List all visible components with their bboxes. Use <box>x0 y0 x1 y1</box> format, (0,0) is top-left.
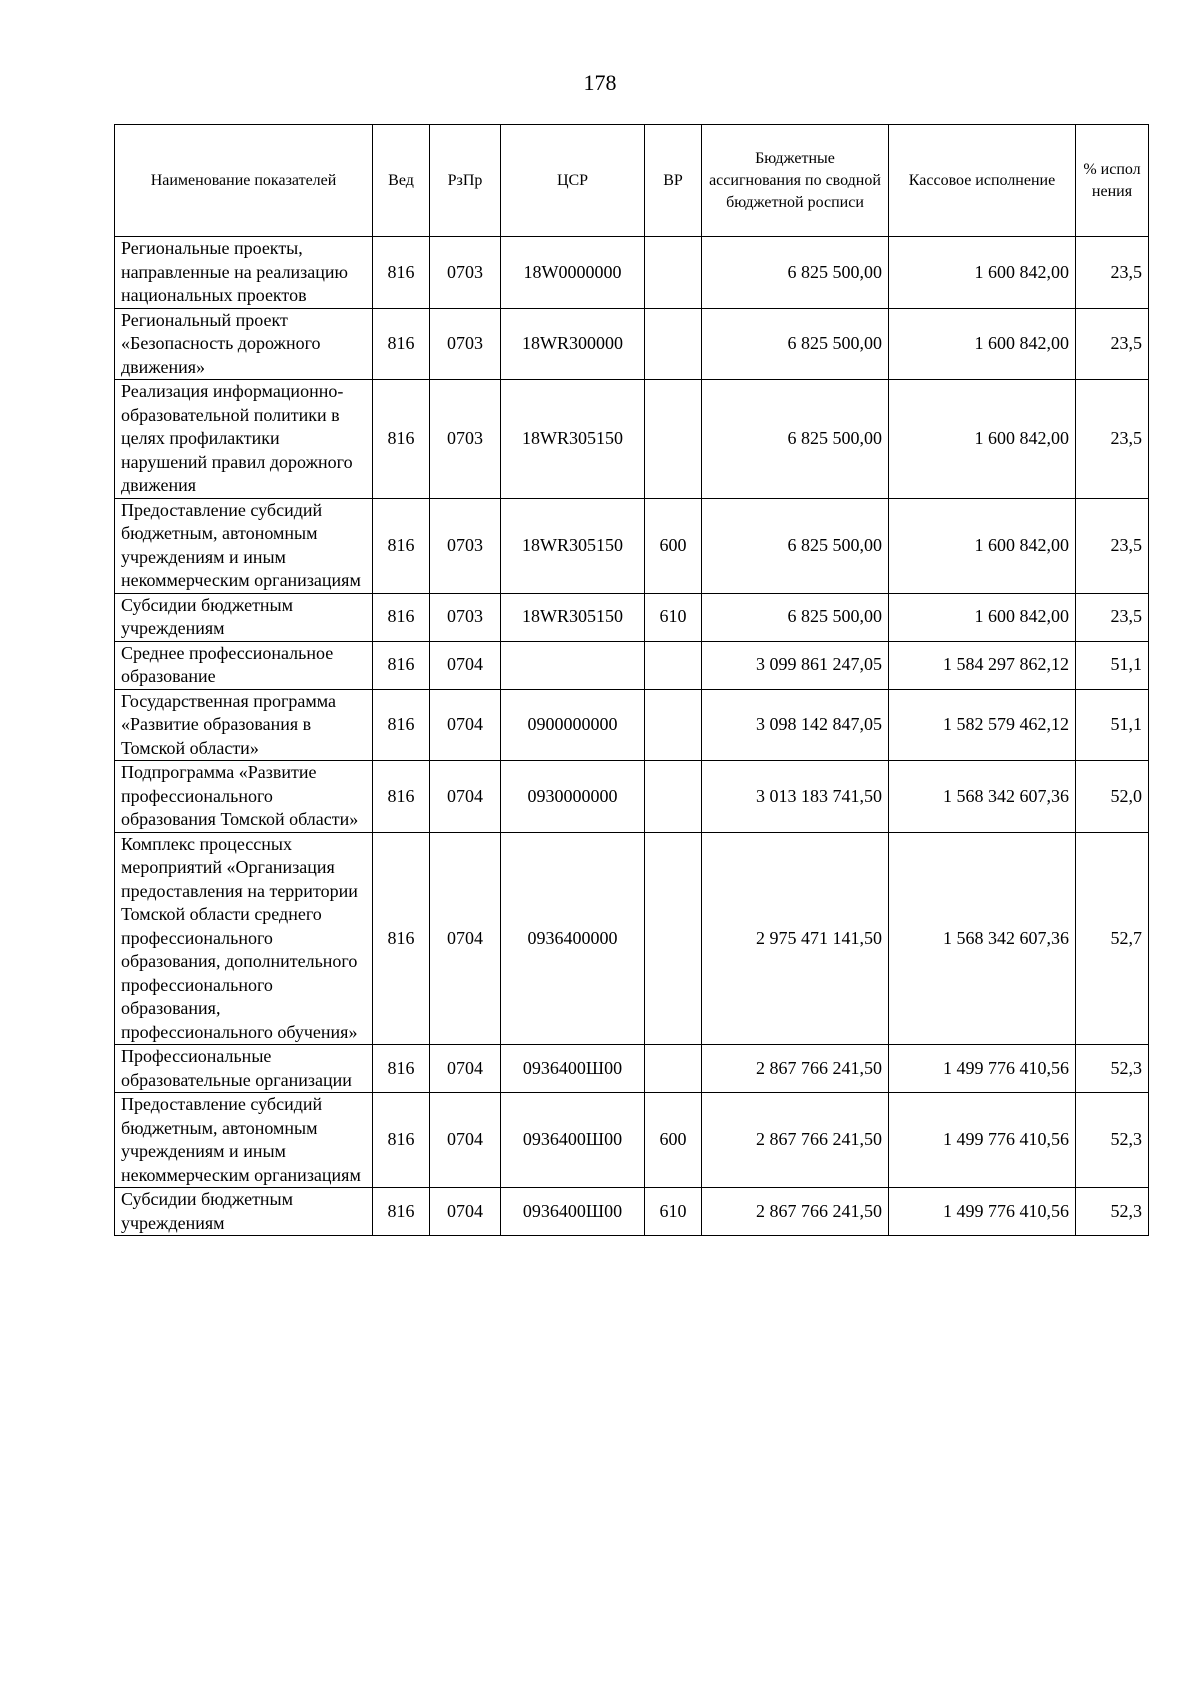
row-ved: 816 <box>373 689 430 761</box>
row-vr <box>645 832 702 1045</box>
row-vr <box>645 761 702 833</box>
row-csr: 0900000000 <box>501 689 645 761</box>
row-vr: 610 <box>645 1188 702 1236</box>
table-row <box>115 237 1149 309</box>
row-execution-percent: 23,5 <box>1076 498 1149 593</box>
row-ved: 816 <box>373 593 430 641</box>
row-ved: 816 <box>373 641 430 689</box>
row-name: Комплекс процессных мероприятий «Организация предоставления на территории Томской области среднего профессионального образования, дополнительного профессионального образования, профессионального обучения» <box>115 832 373 1045</box>
table-row <box>115 498 1149 593</box>
page-number: 178 <box>583 70 617 95</box>
row-cash-execution: 1 600 842,00 <box>889 380 1076 499</box>
row-rzpr: 0704 <box>430 832 501 1045</box>
row-rzpr: 0704 <box>430 1093 501 1188</box>
row-name: Среднее профессиональное образование <box>115 641 373 689</box>
row-csr: 18WR300000 <box>501 308 645 380</box>
header-name: Наименование показателей <box>115 125 373 237</box>
row-ved: 816 <box>373 308 430 380</box>
table-row <box>115 1045 1149 1093</box>
row-assignments: 2 867 766 241,50 <box>702 1045 889 1093</box>
row-csr: 0930000000 <box>501 761 645 833</box>
budget-table <box>114 124 1149 1236</box>
row-assignments: 6 825 500,00 <box>702 380 889 499</box>
table-row <box>115 593 1149 641</box>
row-cash-execution: 1 499 776 410,56 <box>889 1188 1076 1236</box>
row-cash-execution: 1 499 776 410,56 <box>889 1045 1076 1093</box>
row-ved: 816 <box>373 1093 430 1188</box>
row-ved: 816 <box>373 1188 430 1236</box>
row-execution-percent: 52,3 <box>1076 1188 1149 1236</box>
row-assignments: 3 013 183 741,50 <box>702 761 889 833</box>
row-rzpr: 0703 <box>430 308 501 380</box>
row-name: Государственная программа «Развитие образования в Томской области» <box>115 689 373 761</box>
row-rzpr: 0704 <box>430 761 501 833</box>
table-row <box>115 689 1149 761</box>
row-vr <box>645 237 702 309</box>
row-vr <box>645 641 702 689</box>
row-execution-percent: 52,3 <box>1076 1045 1149 1093</box>
row-ved: 816 <box>373 237 430 309</box>
row-cash-execution: 1 600 842,00 <box>889 498 1076 593</box>
table-row <box>115 380 1149 499</box>
row-ved: 816 <box>373 380 430 499</box>
row-assignments: 6 825 500,00 <box>702 593 889 641</box>
header-execution-percent: % испол нения <box>1076 125 1149 237</box>
row-name: Региональные проекты, направленные на реализацию национальных проектов <box>115 237 373 309</box>
row-vr <box>645 380 702 499</box>
row-csr <box>501 641 645 689</box>
table-row <box>115 641 1149 689</box>
row-assignments: 2 867 766 241,50 <box>702 1188 889 1236</box>
header-cash-execution: Кассовое исполнение <box>889 125 1076 237</box>
row-rzpr: 0703 <box>430 380 501 499</box>
row-assignments: 3 099 861 247,05 <box>702 641 889 689</box>
table-row <box>115 1188 1149 1236</box>
row-cash-execution: 1 600 842,00 <box>889 237 1076 309</box>
table-header-row <box>115 125 1149 237</box>
row-ved: 816 <box>373 1045 430 1093</box>
table-row <box>115 1093 1149 1188</box>
row-vr <box>645 1045 702 1093</box>
row-assignments: 6 825 500,00 <box>702 498 889 593</box>
row-name: Предоставление субсидий бюджетным, автономным учреждениям и иным некоммерческим организациям <box>115 498 373 593</box>
row-vr: 600 <box>645 1093 702 1188</box>
row-execution-percent: 23,5 <box>1076 380 1149 499</box>
row-csr: 18WR305150 <box>501 380 645 499</box>
header-csr: ЦСР <box>501 125 645 237</box>
row-rzpr: 0704 <box>430 689 501 761</box>
row-execution-percent: 52,3 <box>1076 1093 1149 1188</box>
row-cash-execution: 1 600 842,00 <box>889 308 1076 380</box>
row-vr: 610 <box>645 593 702 641</box>
row-csr: 0936400Ш00 <box>501 1188 645 1236</box>
row-ved: 816 <box>373 832 430 1045</box>
row-vr <box>645 308 702 380</box>
row-csr: 18WR305150 <box>501 498 645 593</box>
row-csr: 0936400Ш00 <box>501 1093 645 1188</box>
header-vr: ВР <box>645 125 702 237</box>
row-csr: 18W0000000 <box>501 237 645 309</box>
row-name: Субсидии бюджетным учреждениям <box>115 1188 373 1236</box>
row-assignments: 3 098 142 847,05 <box>702 689 889 761</box>
row-rzpr: 0704 <box>430 641 501 689</box>
row-execution-percent: 51,1 <box>1076 689 1149 761</box>
row-name: Подпрограмма «Развитие профессионального образования Томской области» <box>115 761 373 833</box>
row-cash-execution: 1 568 342 607,36 <box>889 832 1076 1045</box>
row-name: Профессиональные образовательные организации <box>115 1045 373 1093</box>
row-rzpr: 0704 <box>430 1188 501 1236</box>
header-rzpr: РзПр <box>430 125 501 237</box>
row-name: Предоставление субсидий бюджетным, автономным учреждениям и иным некоммерческим организациям <box>115 1093 373 1188</box>
header-assignments: Бюджетные ассигнования по сводной бюджетной росписи <box>702 125 889 237</box>
row-cash-execution: 1 568 342 607,36 <box>889 761 1076 833</box>
row-cash-execution: 1 499 776 410,56 <box>889 1093 1076 1188</box>
row-csr: 18WR305150 <box>501 593 645 641</box>
row-rzpr: 0703 <box>430 498 501 593</box>
row-execution-percent: 52,7 <box>1076 832 1149 1045</box>
row-ved: 816 <box>373 498 430 593</box>
row-rzpr: 0703 <box>430 237 501 309</box>
row-assignments: 6 825 500,00 <box>702 308 889 380</box>
row-execution-percent: 23,5 <box>1076 593 1149 641</box>
row-execution-percent: 52,0 <box>1076 761 1149 833</box>
table-row <box>115 308 1149 380</box>
table-row <box>115 761 1149 833</box>
row-vr: 600 <box>645 498 702 593</box>
row-assignments: 2 867 766 241,50 <box>702 1093 889 1188</box>
row-name: Субсидии бюджетным учреждениям <box>115 593 373 641</box>
row-vr <box>645 689 702 761</box>
row-cash-execution: 1 600 842,00 <box>889 593 1076 641</box>
header-ved: Вед <box>373 125 430 237</box>
row-execution-percent: 23,5 <box>1076 237 1149 309</box>
row-csr: 0936400000 <box>501 832 645 1045</box>
row-name: Реализация информационно-образовательной политики в целях профилактики нарушений правил дорожного движения <box>115 380 373 499</box>
row-execution-percent: 23,5 <box>1076 308 1149 380</box>
row-rzpr: 0703 <box>430 593 501 641</box>
row-cash-execution: 1 584 297 862,12 <box>889 641 1076 689</box>
row-csr: 0936400Ш00 <box>501 1045 645 1093</box>
row-ved: 816 <box>373 761 430 833</box>
table-row <box>115 832 1149 1045</box>
row-name: Региональный проект «Безопасность дорожного движения» <box>115 308 373 380</box>
row-cash-execution: 1 582 579 462,12 <box>889 689 1076 761</box>
row-assignments: 2 975 471 141,50 <box>702 832 889 1045</box>
row-rzpr: 0704 <box>430 1045 501 1093</box>
row-execution-percent: 51,1 <box>1076 641 1149 689</box>
row-assignments: 6 825 500,00 <box>702 237 889 309</box>
